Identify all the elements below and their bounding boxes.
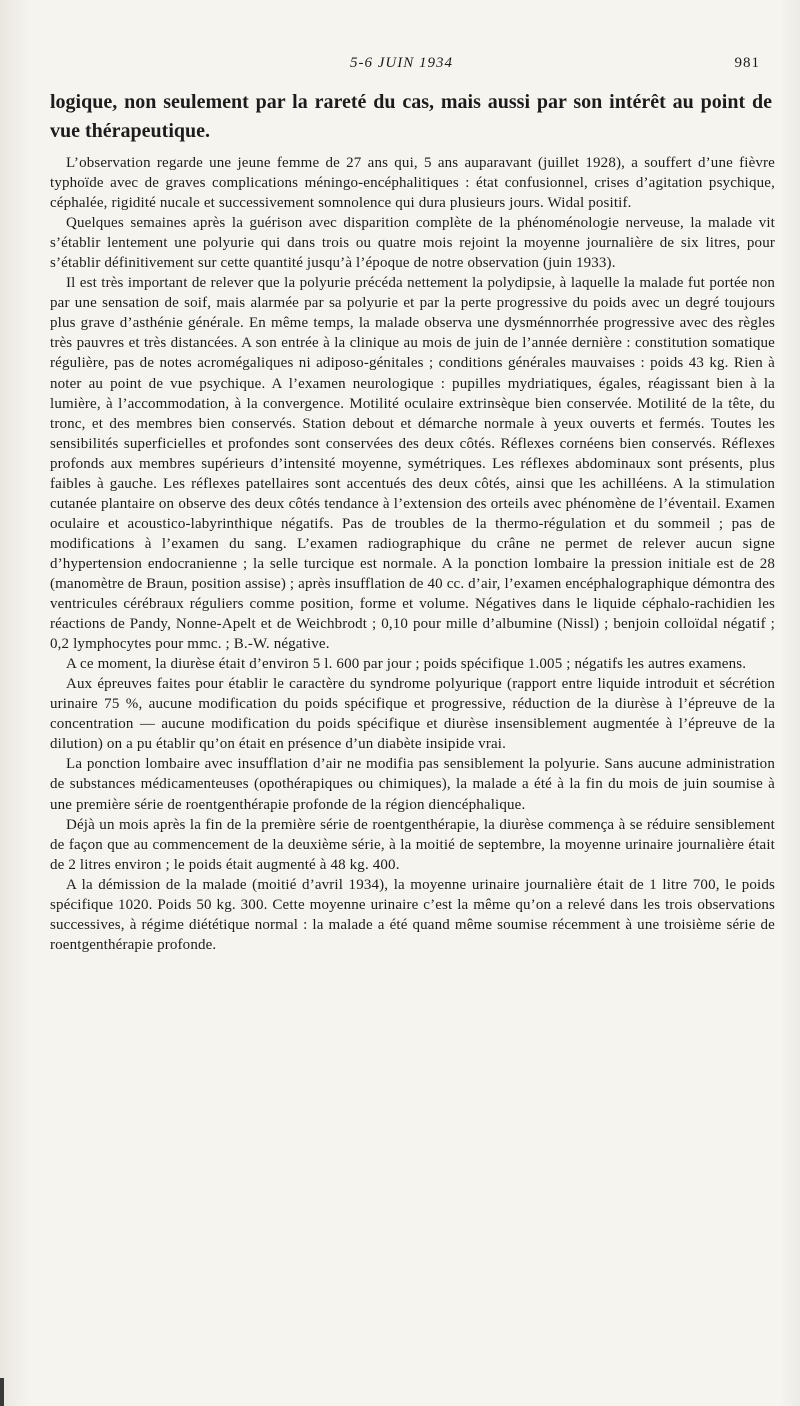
binding-edge-mark xyxy=(0,1378,4,1406)
article-body xyxy=(50,153,775,955)
paragraph-discharge: A la démission de la malade (moitié d’avril 1934), la moyenne urinaire journalière était de 1 litre 700, le poids spécifique 1020. Poids 50 kg. 300. Cette moyenne urinaire c’est la même qu’on a relevé dans les trois observations successives, à régime diététique normal : la malade a été quand même soumise récemment à une troisième série de roentgenthérapie profonde. xyxy=(50,876,775,953)
running-header xyxy=(80,55,760,77)
paragraph-first-results: Déjà un mois après la fin de la première série de roentgenthérapie, la diurèse commença à se réduire sensiblement de façon que au commencement de la deuxième série, à la moitié de septembre, la moyenne urinaire journalière était de 2 litres environ ; le poids était augmenté à 48 kg. 400. xyxy=(50,816,775,873)
paragraph-polyuria-onset: Quelques semaines après la guérison avec disparition complète de la phénoménologie nerveuse, la malade vit s’établir lentement une polyurie qui dans trois ou quatre mois rejoint la moyenne journalière de six litres, pour s’établir définitivement sur cette quantité jusqu’à l’époque de notre observation (juin 1933). xyxy=(50,215,775,272)
lead-paragraph: logique, non seulement par la rareté du cas, mais aussi par son intérêt au point de vue thérapeutique. xyxy=(50,91,772,142)
paragraph-puncture-therapy: La ponction lombaire avec insufflation d’air ne modifia pas sensiblement la polyurie. Sans aucune administration de substances médicamenteuses (opothérapiques ou chimiques), la malade a été à la fin du mois de juin soumise à une première série de roentgenthérapie profonde de la région diencéphalique. xyxy=(50,756,775,813)
issue-date: 5-6 JUIN 1934 xyxy=(350,55,453,71)
paragraph-clinical-exam: Il est très important de relever que la polyurie précéda nettement la polydipsie, à laquelle la malade fut portée non par une sensation de soif, mais alarmée par sa polyurie et par la perte progressive du poids avec un degré toujours plus grave d’asthénie générale. En même temps, la malade observa une dysménnorrhée progressive avec des règles très pauvres et très distancées. A son entrée à la clinique au mois de juin de l’année dernière : constitution somatique régulière, pas de notes acromégaliques ni adiposo-génitales ; conditions générales mauvaises : poids 43 kg. Rien à noter au point de vue psychique. A l’examen neurologique : pupilles mydriatiques, égales, réagissant bien à la lumière, à l’accommodation, à la convergence. Motilité oculaire extrinsèque bien conservée. Motilité de la tête, du tronc, et des membres bien conservés. Station debout et démarche normale à yeux ouverts et fermés. Toutes les sensibilités superficielles et profondes sont conservées des deux côtés. Réflexes cornéens bien conservés. Réflexes profonds aux membres supérieurs d’intensité moyenne, symétriques. Les réflexes abdominaux sont présents, plus faibles à gauche. Les réflexes patellaires sont accentués des deux côtés, ainsi que les achilléens. A la stimulation cutanée plantaire on observe des deux côtés tendance à l’extension des orteils avec phénomène de l’éventail. Examen oculaire et acoustico-labyrinthique négatifs. Pas de troubles de la thermo-régulation et du sommeil ; pas de modifications à l’examen du sang. L’examen radiographique du crâne ne permet de relever aucun signe d’hypertension endocranienne ; la selle turcique est normale. A la ponction lombaire la pression initiale est de 28 (manomètre de Braun, position assise) ; après insufflation de 40 cc. d’air, l’examen encéphalographique démontra des ventricules cérébraux réguliers comme position, forme et volume. Négatives dans le liquide céphalo-rachidien les réactions de Pandy, Nonne-Apelt et de Weichbrodt ; 0,10 pour mille d’albumine (Nissl) ; benjoin colloïdal négatif ; 0,2 lymphocytes pour mmc. ; B.-W. négative. xyxy=(50,275,775,653)
page-number: 981 xyxy=(734,55,760,71)
paragraph-observation: L’observation regarde une jeune femme de 27 ans qui, 5 ans auparavant (juillet 1928), a souffert d’une fièvre typhoïde avec de graves complications méningo-encéphalitiques : état confusionnel, crises d’agitation psychique, céphalée, rigidité nucale et successivement somnolence qui dura plusieurs jours. Widal positif. xyxy=(50,155,775,212)
paragraph-diuresis: A ce moment, la diurèse était d’environ 5 l. 600 par jour ; poids spécifique 1.005 ; négatifs les autres examens. xyxy=(66,656,747,673)
paragraph-tests: Aux épreuves faites pour établir le caractère du syndrome polyurique (rapport entre liquide introduit et sécrétion urinaire 75 %, aucune modification du poids spécifique et progressive, réduction de la diurèse à l’épreuve de la concentration — aucune modification du poids spécifique et diurèse insensiblement augmentée à l’épreuve de la dilution) on a pu établir qu’on était en présence d’un diabète insipide vrai. xyxy=(50,676,775,753)
